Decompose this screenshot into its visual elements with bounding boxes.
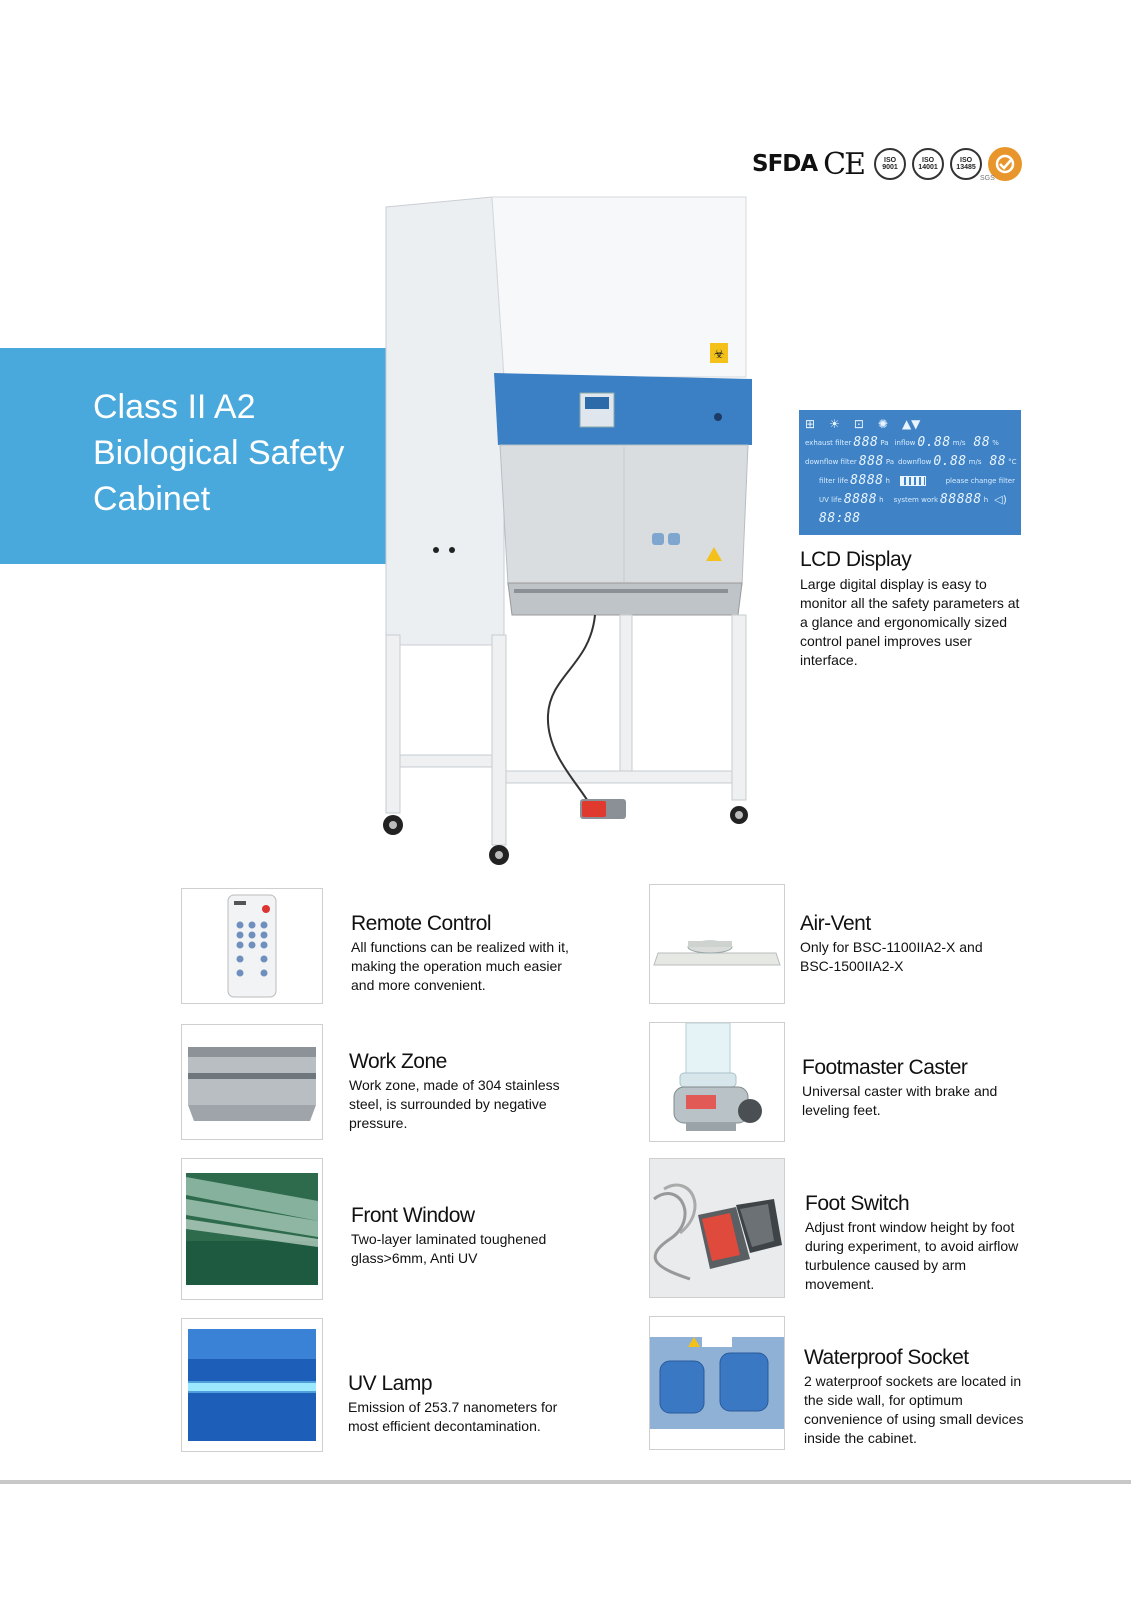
lcd-seg: 8888 [850, 473, 884, 488]
lcd-label-change-filter: please change filter [945, 476, 1015, 485]
title-line-1: Class II A2 [93, 388, 256, 426]
front-window-description: Two-layer laminated toughened glass>6mm, Anti UV [351, 1231, 547, 1266]
work-zone-image [181, 1024, 323, 1140]
light-icon: ☀ [829, 416, 840, 431]
footmaster-caster-description: Universal caster with brake and leveling feet. [802, 1083, 998, 1118]
air-vent-image [649, 884, 785, 1004]
page-title [93, 384, 393, 522]
title-line-2: Biological Safety [93, 434, 345, 472]
lcd-display-title: LCD Display [800, 548, 912, 571]
lcd-label-downflow: downflow [898, 457, 932, 466]
lcd-unit: h [983, 495, 989, 504]
air-vent-title: Air-Vent [800, 912, 871, 935]
lcd-panel-image [799, 410, 1021, 535]
foot-switch-description: Adjust front window height by foot during experiment, to avoid airflow turbulence caused by arm movement. [805, 1219, 1019, 1292]
svg-text:☣: ☣ [713, 347, 725, 361]
lcd-label-uv-life: UV life [819, 495, 842, 504]
lcd-unit: h [879, 495, 884, 504]
lcd-seg: 88888 [940, 492, 982, 507]
footer-divider [0, 1480, 1131, 1484]
lcd-seg: 8888 [843, 492, 878, 507]
waterproof-socket-description: 2 waterproof sockets are located in the side wall, for optimum convenience of using small devices inside the cabinet. [804, 1373, 1024, 1446]
waterproof-socket-image [649, 1316, 785, 1450]
work-zone-title: Work Zone [349, 1050, 447, 1073]
iso13485-seal: ISO 13485 [950, 148, 982, 180]
footmaster-caster-image [649, 1022, 785, 1142]
work-zone-description: Work zone, made of 304 stainless steel, is surrounded by negative pressure. [349, 1077, 560, 1131]
fan-icon: ⊞ [805, 416, 816, 431]
lcd-seg: 0.88 [933, 454, 967, 469]
socket-icon: ⊡ [853, 416, 864, 431]
iso14001-seal: ISO 14001 [912, 148, 944, 180]
lcd-label-exhaust: exhaust filter [805, 438, 852, 447]
lcd-label-system-work: system work [893, 495, 939, 504]
foot-switch-image [649, 1158, 785, 1298]
front-window-title: Front Window [351, 1204, 475, 1227]
foot-switch-title: Foot Switch [805, 1192, 910, 1215]
speaker-icon: ◁) [994, 493, 1007, 506]
lcd-unit: % [992, 438, 999, 447]
remote-control-title: Remote Control [351, 912, 492, 935]
filter-bar-icon [900, 476, 926, 486]
lcd-seg: 88 [989, 454, 1007, 469]
lcd-seg: 88 [973, 435, 991, 450]
ce-mark: CE [823, 146, 865, 182]
front-window-image [181, 1158, 323, 1300]
lcd-seg: 888 [853, 435, 879, 450]
waterproof-socket-title: Waterproof Socket [804, 1346, 969, 1369]
lcd-label-downflow-filter: downflow filter [805, 457, 857, 466]
lcd-unit: Pa [880, 438, 889, 447]
uv-lamp-description: Emission of 253.7 nanometers for most efficient decontamination. [348, 1399, 558, 1434]
lcd-seg: 888 [858, 454, 884, 469]
lcd-unit: m/s [952, 438, 966, 447]
lcd-unit: °C [1008, 457, 1017, 466]
lcd-seg: 0.88 [917, 435, 951, 450]
air-vent-description: Only for BSC-1100IIA2-X and BSC-1500IIA2-X [800, 939, 983, 974]
footmaster-caster-title: Footmaster Caster [802, 1056, 968, 1079]
uv-lamp-title: UV Lamp [348, 1372, 433, 1395]
lcd-unit: Pa [885, 457, 895, 466]
lcd-label-inflow: inflow [894, 438, 916, 447]
sgs-label: SGS [980, 175, 995, 182]
title-line-3: Cabinet [93, 480, 211, 518]
lcd-display-description: Large digital display is easy to monitor all the safety parameters at a glance and ergonomically sized control panel improves user interface. [800, 576, 1020, 668]
uv-lamp-image [181, 1318, 323, 1452]
lcd-seg-time: 88:88 [819, 511, 861, 526]
lcd-label-filter-life: filter life [819, 476, 849, 485]
lcd-unit: h [885, 476, 890, 485]
safety-cabinet-image [380, 195, 770, 870]
lcd-unit: m/s [968, 457, 982, 466]
sfda-logo: SFDA [752, 151, 818, 177]
remote-control-image [181, 888, 323, 1004]
arrows-icon: ▲▼ [901, 416, 921, 431]
uv-icon: ✺ [877, 416, 888, 431]
iso9001-seal: ISO 9001 [874, 148, 906, 180]
remote-control-description: All functions can be realized with it, making the operation much easier and more convenient. [351, 939, 569, 993]
